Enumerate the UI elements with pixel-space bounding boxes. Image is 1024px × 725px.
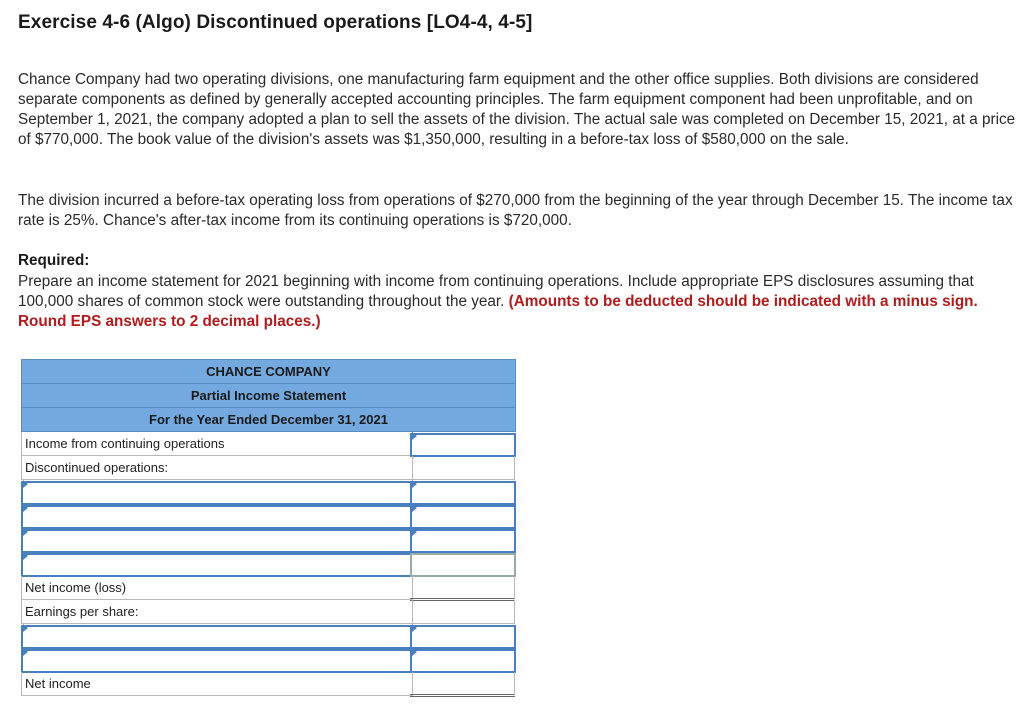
discontinued-2-amount-input[interactable]: [410, 505, 516, 529]
input-marker-icon: [412, 432, 417, 440]
input-marker-icon: [23, 480, 28, 488]
discontinued-1-amount-input[interactable]: [410, 481, 516, 505]
input-marker-icon: [23, 528, 28, 536]
exercise-title: Exercise 4-6 (Algo) Discontinued operations [LO4-4, 4-5]: [18, 12, 533, 33]
row-discontinued-heading: [21, 456, 516, 480]
discontinued-2-label-input[interactable]: [21, 505, 412, 529]
required-instructions: [18, 272, 1016, 332]
required-heading: Required:: [18, 252, 90, 269]
discontinued-1-label-input[interactable]: [21, 481, 412, 505]
income-statement-table: [21, 359, 516, 696]
income-continuing-label: Income from continuing operations: [21, 432, 413, 456]
input-marker-icon: [412, 624, 417, 632]
discontinued-3-amount-input[interactable]: [410, 529, 516, 553]
input-marker-icon: [412, 528, 417, 536]
input-marker-icon: [412, 504, 417, 512]
input-marker-icon: [23, 504, 28, 512]
row-eps-1: [21, 624, 516, 648]
statement-company: CHANCE COMPANY: [21, 359, 516, 383]
row-discontinued-total: [21, 552, 516, 576]
eps-label: Earnings per share:: [21, 600, 413, 624]
row-discontinued-1: [21, 480, 516, 504]
eps-2-amount-input[interactable]: [410, 649, 516, 673]
discontinued-3-label-input[interactable]: [21, 529, 412, 553]
row-income-continuing: [21, 432, 516, 456]
net-income-loss-label: Net income (loss): [21, 576, 413, 600]
row-eps-2: [21, 648, 516, 672]
eps-1-label-input[interactable]: [21, 625, 412, 649]
eps-value-cell: [410, 600, 515, 624]
input-marker-icon: [412, 648, 417, 656]
input-marker-icon: [23, 624, 28, 632]
row-eps-heading: [21, 600, 516, 624]
discontinued-label: Discontinued operations:: [21, 456, 413, 480]
required-text: Prepare an income statement for 2021 beginning with income from continuing operations. Include appropriate EPS disclosures assuming that 100,000 shares of common stock were outstanding throughout the year.: [18, 273, 974, 310]
row-net-income-loss: [21, 576, 516, 600]
row-discontinued-2: [21, 504, 516, 528]
eps-1-amount-input[interactable]: [410, 625, 516, 649]
statement-name: Partial Income Statement: [21, 383, 516, 407]
input-marker-icon: [23, 648, 28, 656]
problem-paragraph-1: Chance Company had two operating divisions, one manufacturing farm equipment and the other office supplies. Both divisions are considered separate components as defined by generally accepted accounting principles. The farm equipment component had been unprofitable, and on September 1, 2021, the company adopted a plan to sell the assets of the division. The actual sale was completed on December 15, 2021, at a price of $770,000. The book value of the division's assets was $1,350,000, resulting in a before-tax loss of $580,000 on the sale.: [18, 71, 1016, 148]
net-income-label: Net income: [21, 672, 413, 696]
statement-period: For the Year Ended December 31, 2021: [21, 407, 516, 432]
discontinued-total-label-input[interactable]: [21, 553, 412, 577]
income-continuing-input[interactable]: [410, 433, 516, 457]
problem-paragraph-2: The division incurred a before-tax operating loss from operations of $270,000 from the beginning of the year through December 15. The income tax rate is 25%. Chance's after-tax income from its continuing operations is $720,000.: [18, 192, 1013, 229]
discontinued-value-cell: [410, 456, 515, 480]
row-net-income-eps: [21, 672, 516, 696]
eps-2-label-input[interactable]: [21, 649, 412, 673]
row-discontinued-3: [21, 528, 516, 552]
required-note: (Amounts to be deducted should be indicated with a minus sign. Round EPS answers to 2 decimal places.): [18, 293, 978, 330]
discontinued-total-amount: [410, 553, 516, 577]
net-income-loss-value: [410, 576, 515, 601]
input-marker-icon: [412, 480, 417, 488]
net-income-eps-value: [410, 672, 515, 697]
input-marker-icon: [23, 552, 28, 560]
